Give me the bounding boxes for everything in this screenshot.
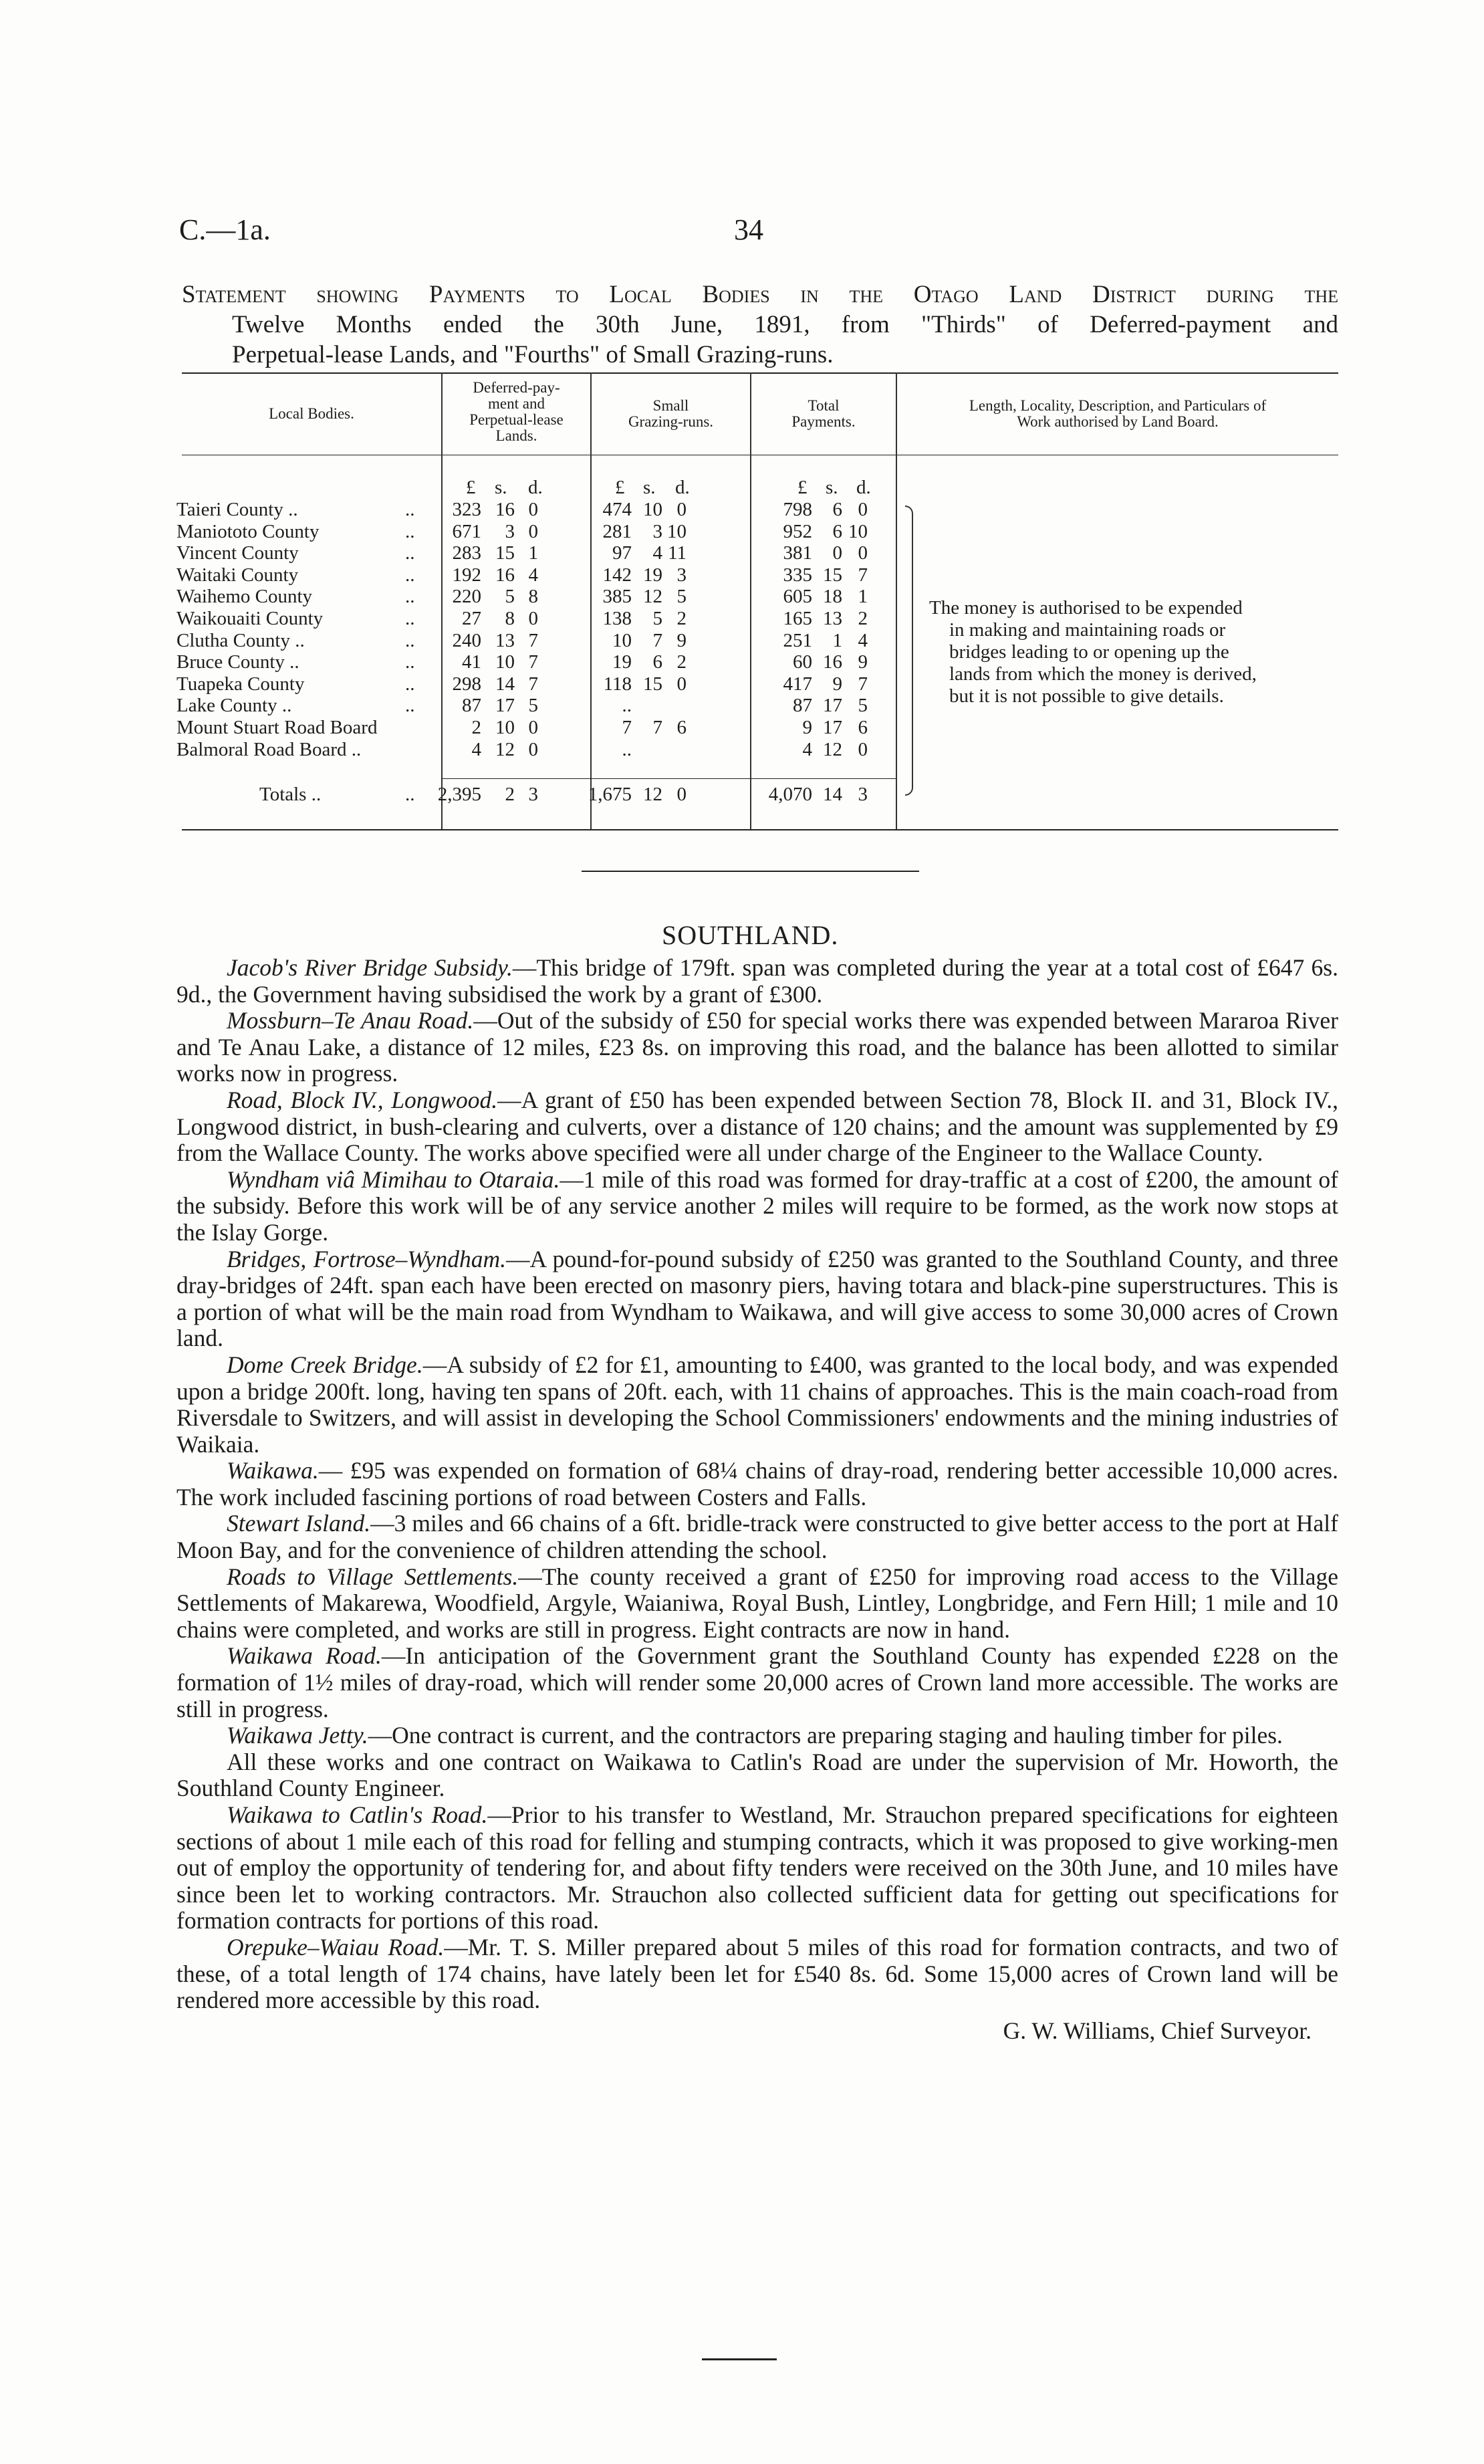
def-amount-shillings: 15 (495, 542, 515, 564)
total-amount-shillings: 0 (832, 542, 842, 564)
def-amount-pence: 5 (528, 695, 538, 717)
paragraph (176, 955, 1338, 1008)
small-amount-pence: 2 (676, 651, 687, 673)
total-amount-pence: 9 (858, 651, 868, 673)
statement-title (182, 279, 1338, 370)
leader-dots: .. (405, 542, 415, 564)
total-amount-pounds: 87 (793, 695, 812, 717)
paragraph-text: —1 mile of this road was formed for dray-traffic at a cost of £200, the amount of the subsidy. Before this work will be of any service another 2 miles will require to be formed, as the work now stops at the Islay Gorge. (176, 1165, 1338, 1246)
paragraph-heading: Orepuke–Waiau Road. (227, 1933, 445, 1961)
paragraph-heading: Waikawa to Catlin's Road. (227, 1801, 488, 1828)
paragraph-text: —3 miles and 66 chains of a 6ft. bridle-track were constructed to give better access to the port at Half Moon Bay, and for the convenience of children attending the school. (176, 1510, 1338, 1564)
header-deferred: Deferred-pay- ment and Perpetual-lease Lands. (469, 379, 564, 444)
paragraph-heading: Road, Block IV., Longwood. (227, 1086, 498, 1113)
small-amount-shillings: 12 (643, 586, 662, 608)
total-amount-pence: 0 (858, 499, 868, 520)
paragraph (176, 1167, 1338, 1246)
signature: G. W. Williams, Chief Surveyor. (1003, 2017, 1312, 2044)
small-amount-shillings: 7 (652, 717, 662, 738)
small-amount-pounds: 19 (612, 651, 632, 673)
paragraph (176, 1458, 1338, 1510)
paragraph-text: —A pound-for-pound subsidy of £250 was granted to the Southland County, and three dray-bridges of 24ft. span each have been erected on masonry piers, having totara and black-pine superstructures. This is a portion of what will be the main road from Wyndham to Waikawa, and will give access to some 30,000 acres of Crown land. (176, 1245, 1338, 1352)
small-amount-shillings: 12 (643, 784, 662, 805)
def-amount-pounds: 2,395 (437, 784, 481, 805)
def-amount-shillings: 10 (495, 717, 515, 738)
paragraph-text: —This bridge of 179ft. span was completed during the year at a total cost of £647 6s. 9d., the Government having subsidised the work by a grant of £300. (176, 954, 1338, 1008)
local-body-name: Clutha County .. (176, 629, 305, 651)
total-amount-pounds: 952 (783, 520, 812, 542)
unit-s: s. (643, 477, 656, 498)
total-amount-pounds: 335 (783, 564, 812, 586)
paragraph-text: —One contract is current, and the contractors are preparing staging and hauling timber for piles. (368, 1722, 1283, 1749)
total-amount-pence: 10 (848, 520, 868, 542)
paragraph (176, 1246, 1338, 1352)
def-amount-pence: 0 (528, 499, 538, 520)
small-amount-shillings: 6 (652, 651, 662, 673)
leader-dots: .. (405, 608, 415, 629)
header-length-locality: Length, Locality, Description, and Particulars of Work authorised by Land Board. (969, 397, 1267, 430)
small-amount-pence: 2 (676, 608, 687, 629)
section-divider (582, 871, 919, 872)
table-bottom-rule (182, 829, 1338, 830)
small-amount-pounds: .. (622, 695, 632, 717)
def-amount-pence: 0 (528, 738, 538, 760)
def-amount-pounds: 2 (471, 717, 481, 738)
paragraph-text: —Mr. T. S. Miller prepared about 5 miles of this road for formation contracts, and two of these, of a total length of 174 chains, have lately been let for £540 8s. 6d. Some 15,000 acres of Crown land will be rendered more accessible by this road. (176, 1933, 1338, 2014)
total-amount-pence: 4 (858, 629, 868, 651)
small-amount-shillings: 10 (643, 499, 662, 520)
unit-d: d. (675, 477, 690, 498)
paragraph-heading: Dome Creek Bridge. (227, 1351, 423, 1378)
def-amount-shillings: 16 (495, 564, 515, 586)
def-amount-shillings: 13 (495, 629, 515, 651)
southland-body (176, 955, 1338, 2044)
paragraph-text: —In anticipation of the Government grant the Southland County has expended £228 on the formation of 1½ miles of dray-road, which will render some 20,000 acres of Crown land more accessible. The works are still in progress. (176, 1642, 1338, 1722)
def-amount-pence: 0 (528, 717, 538, 738)
small-amount-pence: 5 (676, 586, 687, 608)
total-amount-pounds: 60 (793, 651, 812, 673)
total-amount-pounds: 381 (783, 542, 812, 564)
small-amount-shillings: 5 (652, 608, 662, 629)
paragraph-heading: Bridges, Fortrose–Wyndham. (227, 1245, 506, 1272)
paragraph (176, 1564, 1338, 1644)
def-amount-shillings: 16 (495, 499, 515, 520)
small-amount-pence: 0 (676, 784, 687, 805)
def-amount-shillings: 17 (495, 695, 515, 717)
local-body-name: Waikouaiti County (176, 608, 324, 629)
paragraph-text: —Prior to his transfer to Westland, Mr. Strauchon prepared specifications for eighteen sections of about 1 mile each of this road for felling and stumping contracts, which it was proposed to give working-men out of employ the opportunity of tendering for, and about fifty tenders were received on the 30th June, and 10 miles have since been let to working contractors. Mr. Strauchon also collected sufficient data for getting out specifications for formation contracts for portions of this road. (176, 1801, 1338, 1934)
total-amount-shillings: 18 (823, 586, 842, 608)
total-amount-pence: 5 (858, 695, 868, 717)
def-amount-pounds: 4 (471, 738, 481, 760)
def-amount-shillings: 2 (505, 784, 515, 805)
total-amount-shillings: 1 (832, 629, 842, 651)
total-amount-pounds: 4,070 (768, 784, 812, 805)
small-amount-pounds: 281 (602, 520, 632, 542)
small-amount-pence: 0 (676, 499, 687, 520)
total-amount-pounds: 165 (783, 608, 812, 629)
def-amount-pence: 0 (528, 608, 538, 629)
leader-dots: .. (405, 520, 415, 542)
def-amount-shillings: 5 (505, 586, 515, 608)
leader-dots: .. (405, 651, 415, 673)
end-rule (702, 2358, 777, 2360)
total-amount-pounds: 251 (783, 629, 812, 651)
total-amount-shillings: 17 (823, 695, 842, 717)
unit-s: s. (826, 477, 838, 498)
def-amount-pence: 0 (528, 520, 538, 542)
statement-line-1: Statement showing Payments to Local Bodies in the Otago Land District during the (182, 281, 1338, 308)
unit-d: d. (528, 477, 543, 498)
def-amount-pounds: 87 (462, 695, 481, 717)
total-amount-pence: 2 (858, 608, 868, 629)
leader-dots: .. (405, 784, 415, 805)
small-amount-pounds: 118 (603, 673, 632, 695)
totals-label: Totals .. (259, 784, 322, 805)
paragraph-heading: Waikawa. (227, 1457, 319, 1484)
def-amount-pence: 7 (528, 629, 538, 651)
page-number: 34 (734, 213, 763, 246)
local-body-name: Lake County .. (176, 695, 292, 717)
paragraph-heading: Waikawa Jetty. (227, 1722, 368, 1749)
section-title-southland: SOUTHLAND. (662, 920, 839, 950)
small-amount-pounds: 97 (612, 542, 632, 564)
total-amount-pence: 3 (858, 784, 868, 805)
def-amount-pounds: 192 (452, 564, 481, 586)
paragraph-text: —A subsidy of £2 for £1, amounting to £400, was granted to the local body, and was expended upon a bridge 200ft. long, having ten spans of 20ft. each, with 11 chains of approaches. This is the main coach-road from Riversdale to Switzers, and will assist in developing the School Commissioners' endowments and the mining industries of Waikaia. (176, 1351, 1338, 1458)
total-amount-shillings: 15 (823, 564, 842, 586)
header-total-payments: Total Payments. (791, 397, 856, 430)
paragraph (176, 1008, 1338, 1087)
leader-dots: .. (405, 673, 415, 695)
small-amount-pence: 3 (676, 564, 687, 586)
def-amount-pounds: 298 (452, 673, 481, 695)
paragraph-text: All these works and one contract on Waikawa to Catlin's Road are under the supervision of Mr. Howorth, the Southland County Engineer. (176, 1748, 1338, 1802)
paragraph-text: — £95 was expended on formation of 68¼ chains of dray-road, rendering better accessible 10,000 acres. The work included fascining portions of road between Costers and Falls. (176, 1457, 1338, 1510)
paragraph (176, 1352, 1338, 1458)
statement-line-3: Perpetual-lease Lands, and "Fourths" of Small Grazing-runs. (232, 341, 834, 368)
total-amount-shillings: 6 (832, 520, 842, 542)
local-body-name: Waihemo County (176, 586, 313, 608)
small-amount-shillings: 7 (652, 629, 662, 651)
paragraph-text: —A grant of £50 has been expended between Section 78, Block II. and 31, Block IV., Longwood district, in bush-clearing and culverts, over a distance of 120 chains; and the amount was supplemented by £9 from the Wallace County. The works above specified were all under charge of the Engineer to the Wallace County. (176, 1086, 1338, 1167)
paragraph-heading: Wyndham viâ Mimihau to Otaraia. (227, 1165, 560, 1193)
totals-rule (441, 778, 896, 779)
paragraph (176, 1510, 1338, 1563)
total-amount-shillings: 9 (832, 673, 842, 695)
paragraph-text: —Out of the subsidy of £50 for special works there was expended between Mararoa River and Te Anau Lake, a distance of 12 miles, £23 8s. on improving this road, and the balance has been allotted to similar works now in progress. (176, 1007, 1338, 1087)
total-amount-pounds: 9 (802, 717, 812, 738)
def-amount-pounds: 240 (452, 629, 481, 651)
leader-dots: .. (405, 499, 415, 520)
unit-d: d. (856, 477, 871, 498)
local-body-name: Balmoral Road Board .. (176, 738, 362, 760)
total-amount-pounds: 417 (783, 673, 812, 695)
paragraph (176, 1749, 1338, 1802)
paragraph-heading: Stewart Island. (227, 1510, 371, 1537)
table-top-rule (182, 372, 1338, 374)
paragraph (176, 1934, 1338, 2014)
local-body-name: Waitaki County (176, 564, 299, 586)
leader-dots: .. (405, 629, 415, 651)
def-amount-pounds: 323 (452, 499, 481, 520)
paragraph-heading: Mossburn–Te Anau Road. (227, 1007, 474, 1034)
def-amount-pence: 3 (528, 784, 538, 805)
document-reference: C.—1a. (179, 213, 271, 246)
small-amount-pounds: 10 (612, 629, 632, 651)
paragraph-heading: Jacob's River Bridge Subsidy. (227, 954, 513, 981)
total-amount-pence: 7 (858, 673, 868, 695)
local-body-name: Taieri County .. (176, 499, 298, 520)
small-amount-pounds: 1,675 (588, 784, 632, 805)
small-amount-pence: 10 (667, 520, 687, 542)
small-amount-shillings: 19 (643, 564, 662, 586)
small-amount-pounds: .. (622, 738, 632, 760)
def-amount-pence: 8 (528, 586, 538, 608)
def-amount-pounds: 220 (452, 586, 481, 608)
local-body-name: Mount Stuart Road Board (176, 717, 378, 738)
header-small-grazing: Small Grazing-runs. (628, 397, 714, 430)
def-amount-shillings: 10 (495, 651, 515, 673)
small-amount-pounds: 7 (622, 717, 632, 738)
def-amount-shillings: 14 (495, 673, 515, 695)
def-amount-pence: 1 (528, 542, 538, 564)
total-amount-pence: 0 (858, 738, 868, 760)
def-amount-shillings: 3 (505, 520, 515, 542)
total-amount-pounds: 4 (802, 738, 812, 760)
small-amount-pence: 6 (676, 717, 687, 738)
total-amount-pence: 6 (858, 717, 868, 738)
header-local-bodies: Local Bodies. (269, 405, 354, 422)
total-amount-pence: 1 (858, 586, 868, 608)
def-amount-pence: 7 (528, 673, 538, 695)
paragraph (176, 1087, 1338, 1167)
small-amount-shillings: 3 (652, 520, 662, 542)
def-amount-shillings: 8 (505, 608, 515, 629)
total-amount-pounds: 798 (783, 499, 812, 520)
unit-pound: £ (615, 477, 625, 498)
leader-dots: .. (405, 564, 415, 586)
paragraph (176, 1643, 1338, 1722)
small-amount-pounds: 138 (602, 608, 632, 629)
small-amount-pence: 11 (668, 542, 687, 564)
unit-pound: £ (466, 477, 476, 498)
unit-pound: £ (797, 477, 808, 498)
works-note: The money is authorised to be expended in making and maintaining roads or bridges leading to or opening up the lands from which the money is derived, but it is not possible to give details. (929, 597, 1257, 707)
paragraph (176, 1802, 1338, 1934)
def-amount-pounds: 671 (452, 520, 481, 542)
leader-dots: .. (405, 695, 415, 717)
small-amount-pence: 0 (676, 673, 687, 695)
paragraph-text: —The county received a grant of £250 for improving road access to the Village Settlements of Makarewa, Woodfield, Argyle, Waianiwa, Royal Bush, Lintley, Longbridge, and Fern Hill; 1 mile and 10 chains were completed, and works are still in progress. Eight contracts are now in hand. (176, 1563, 1339, 1643)
total-amount-pence: 7 (858, 564, 868, 586)
total-amount-shillings: 16 (823, 651, 842, 673)
paragraph (176, 1722, 1338, 1749)
total-amount-pence: 0 (858, 542, 868, 564)
total-amount-pounds: 605 (783, 586, 812, 608)
col-divider-4 (896, 372, 897, 829)
small-amount-pounds: 385 (602, 586, 632, 608)
local-body-name: Maniototo County (176, 520, 320, 542)
leader-dots: .. (405, 586, 415, 608)
def-amount-pounds: 27 (462, 608, 481, 629)
statement-line-2: Twelve Months ended the 30th June, 1891, from "Thirds" of Deferred-payment and (232, 311, 1338, 338)
small-amount-shillings: 4 (652, 542, 662, 564)
def-amount-pence: 4 (528, 564, 538, 586)
total-amount-shillings: 17 (823, 717, 842, 738)
def-amount-pounds: 41 (462, 651, 481, 673)
small-amount-shillings: 15 (643, 673, 662, 695)
def-amount-pence: 7 (528, 651, 538, 673)
local-body-name: Vincent County (176, 542, 299, 564)
total-amount-shillings: 13 (823, 608, 842, 629)
small-amount-pence: 9 (676, 629, 687, 651)
small-amount-pounds: 142 (602, 564, 632, 586)
def-amount-pounds: 283 (452, 542, 481, 564)
small-amount-pounds: 474 (602, 499, 632, 520)
local-body-name: Bruce County .. (176, 651, 299, 673)
total-amount-shillings: 6 (832, 499, 842, 520)
def-amount-shillings: 12 (495, 738, 515, 760)
local-body-name: Tuapeka County (176, 673, 305, 695)
unit-s: s. (495, 477, 507, 498)
total-amount-shillings: 14 (823, 784, 842, 805)
total-amount-shillings: 12 (823, 738, 842, 760)
paragraph-heading: Waikawa Road. (227, 1642, 382, 1670)
right-brace (905, 506, 913, 796)
col-divider-3 (750, 372, 751, 829)
paragraph-heading: Roads to Village Settlements. (227, 1563, 519, 1590)
